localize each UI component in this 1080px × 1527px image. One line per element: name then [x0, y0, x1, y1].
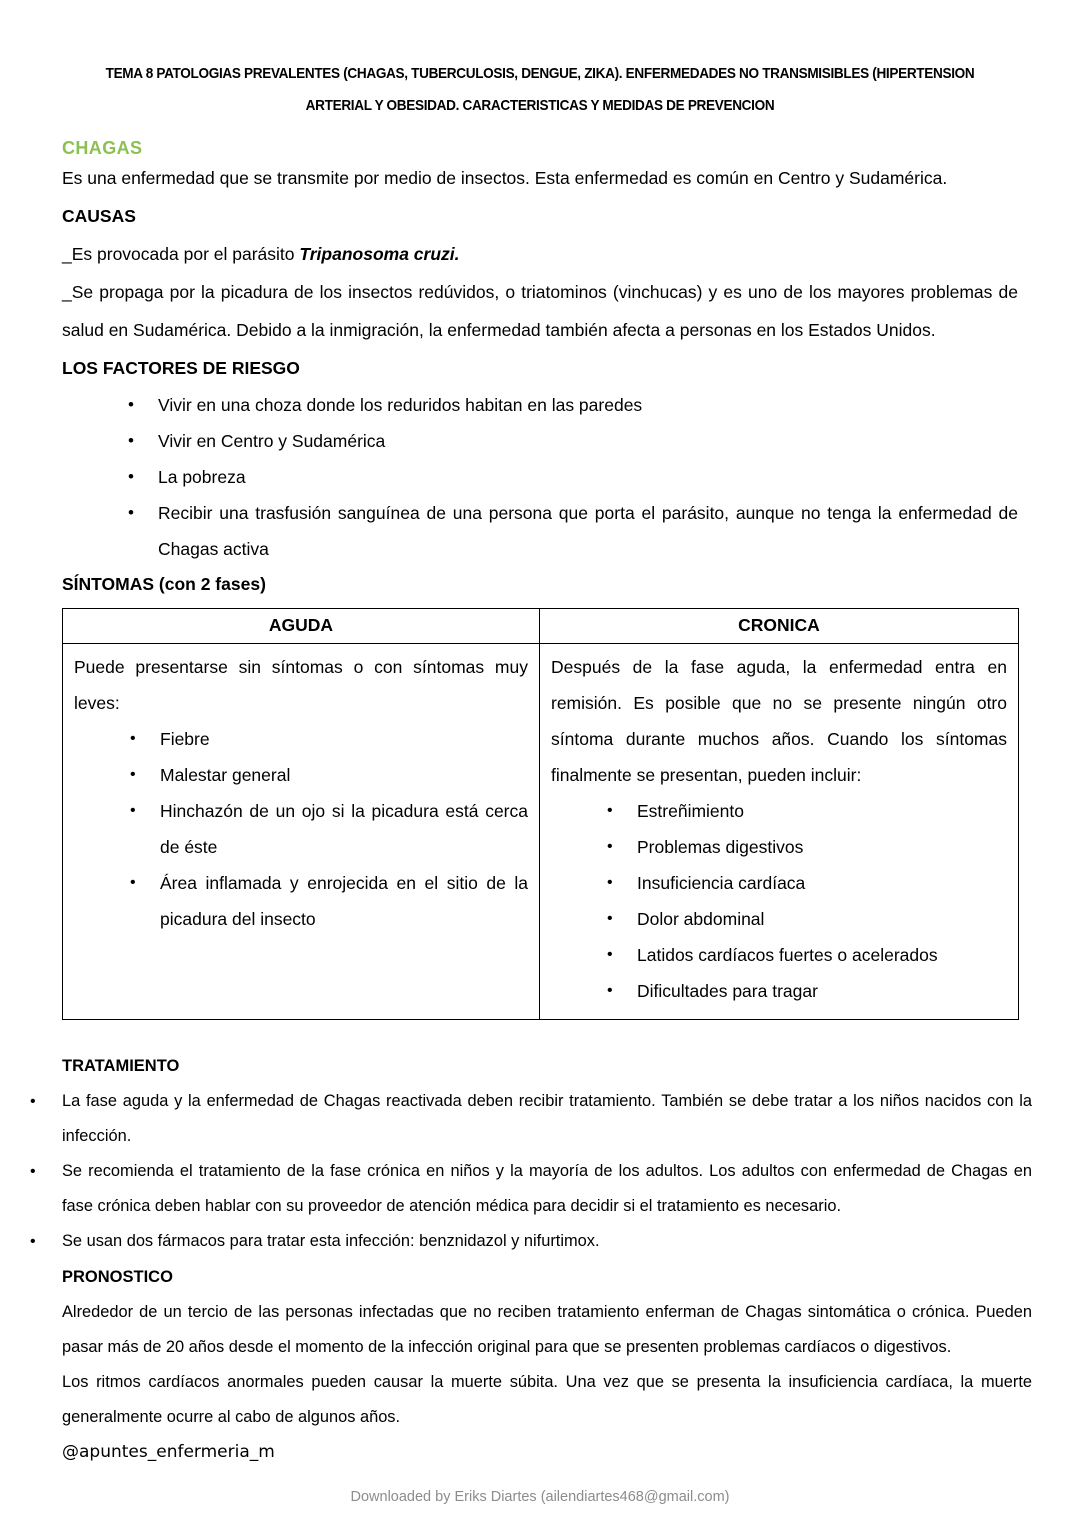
author-handle: @apuntes_enfermeria_m	[62, 1442, 275, 1462]
list-item: • Recibir una trasfusión sanguínea de una persona que porta el parásito, aunque no tenga la enfermedad de Chagas activa	[128, 495, 1018, 567]
pronostico-paragraph-2: Los ritmos cardíacos anormales pueden causar la muerte súbita. Una vez que se presenta la insuficiencia cardíaca, la muerte generalmente ocurre al cabo de algunos años.	[62, 1373, 1032, 1426]
heading-pronostico: PRONOSTICO	[62, 1268, 173, 1286]
list-item: • Fiebre	[130, 721, 528, 757]
page-footer: Downloaded by Eriks Diartes (ailendiartes468@gmail.com)	[350, 1489, 730, 1505]
factores-riesgo-list	[0, 387, 1080, 567]
pronostico-paragraph-1: Alrededor de un tercio de las personas infectadas que no reciben tratamiento enferman de Chagas sintomática o crónica. Pueden pasar más de 20 años desde el momento de la infección original para que se presenten problemas cardíacos o digestivos.	[62, 1303, 1032, 1356]
causas-item-1-emphasis: Tripanosoma cruzi.	[299, 244, 460, 264]
heading-factores-riesgo: LOS FACTORES DE RIESGO	[62, 358, 300, 378]
list-item: • Vivir en Centro y Sudamérica	[128, 423, 1018, 459]
column-header-cronica: CRONICA	[540, 609, 1019, 644]
list-item: • Hinchazón de un ojo si la picadura está cerca de éste	[130, 793, 528, 865]
list-item: • Dolor abdominal	[607, 901, 1007, 937]
tratamiento-list	[0, 1084, 1080, 1259]
list-item: • Se usan dos fármacos para tratar esta infección: benznidazol y nifurtimox.	[30, 1224, 1032, 1259]
list-item: • La fase aguda y la enfermedad de Chagas reactivada deben recibir tratamiento. También se debe tratar a los niños nacidos con la infección.	[30, 1084, 1032, 1154]
causas-item-1-text: _Es provocada por el parásito	[62, 244, 300, 264]
heading-tratamiento: TRATAMIENTO	[62, 1057, 180, 1075]
heading-causas: CAUSAS	[62, 206, 136, 226]
list-item: • Dificultades para tragar	[607, 973, 1007, 1009]
list-item: • Estreñimiento	[607, 793, 1007, 829]
aguda-list	[74, 721, 528, 937]
cronica-list	[551, 793, 1007, 1009]
cronica-intro: Después de la fase aguda, la enfermedad entra en remisión. Es posible que no se presente ningún otro síntoma durante muchos años. Cuando los síntomas finalmente se presentan, pueden incluir:	[551, 657, 1007, 785]
list-item: • Problemas digestivos	[607, 829, 1007, 865]
table-row	[63, 644, 1019, 1020]
list-item: • Vivir en una choza donde los reduridos habitan en las paredes	[128, 387, 1018, 423]
list-item: • Malestar general	[130, 757, 528, 793]
page-title: TEMA 8 PATOLOGIAS PREVALENTES (CHAGAS, TUBERCULOSIS, DENGUE, ZIKA). ENFERMEDADES NO TRANSMISIBLES (HIPERTENSION ARTERIAL Y OBESIDAD. CARACTERISTICAS Y MEDIDAS DE PREVENCION	[105, 66, 975, 114]
section-heading-chagas: CHAGAS	[62, 138, 143, 158]
list-item: • Se recomienda el tratamiento de la fase crónica en niños y la mayoría de los adultos. Los adultos con enfermedad de Chagas en fase crónica deben hablar con su proveedor de atención médica para decidir si el tratamiento es necesario.	[30, 1154, 1032, 1224]
list-item: • Latidos cardíacos fuertes o acelerados	[607, 937, 1007, 973]
list-item: • La pobreza	[128, 459, 1018, 495]
chagas-intro-paragraph: Es una enfermedad que se transmite por medio de insectos. Esta enfermedad es común en Centro y Sudamérica.	[62, 168, 948, 188]
cell-cronica	[540, 644, 1019, 1020]
aguda-intro: Puede presentarse sin síntomas o con síntomas muy leves:	[74, 657, 528, 713]
causas-item-1	[62, 235, 1018, 273]
cell-aguda	[63, 644, 540, 1020]
column-header-aguda: AGUDA	[63, 609, 540, 644]
causas-item-2: _Se propaga por la picadura de los insectos redúvidos, o triatominos (vinchucas) y es uno de los mayores problemas de salud en Sudamérica. Debido a la inmigración, la enfermedad también afecta a personas en los Estados Unidos.	[62, 282, 1018, 340]
heading-sintomas: SÍNTOMAS (con 2 fases)	[62, 574, 266, 594]
list-item: • Insuficiencia cardíaca	[607, 865, 1007, 901]
list-item: • Área inflamada y enrojecida en el sitio de la picadura del insecto	[130, 865, 528, 937]
table-header-row	[63, 609, 1019, 644]
sintomas-table	[62, 608, 1019, 1020]
